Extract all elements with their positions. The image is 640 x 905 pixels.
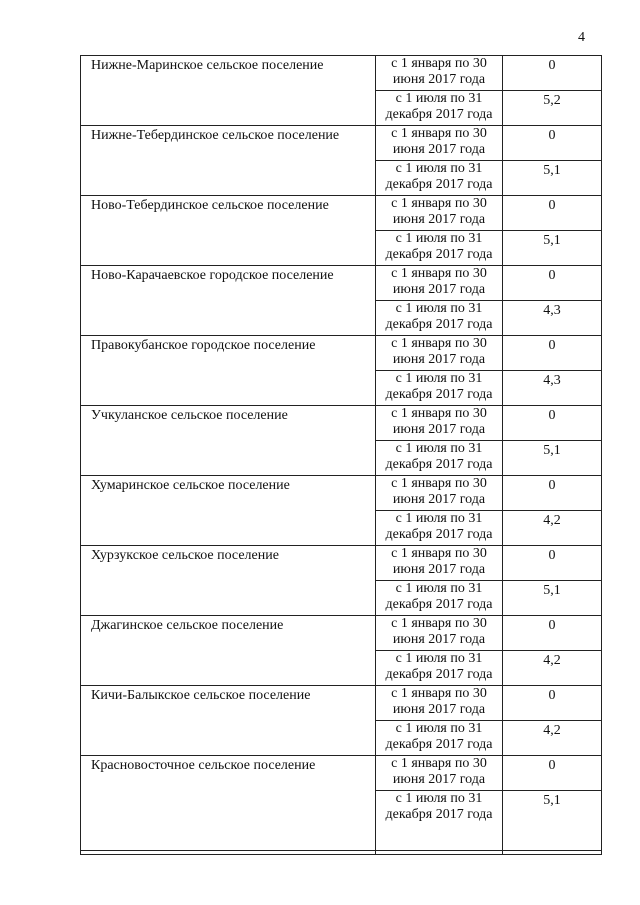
rate-value-second-half: 5,1: [503, 791, 602, 855]
page-bottom-rule: [80, 850, 601, 851]
period-first-half: с 1 января по 30 июня 2017 года: [376, 336, 503, 371]
settlement-name: Хумаринское сельское поселение: [81, 476, 376, 546]
rate-value-second-half: 5,2: [503, 91, 602, 126]
period-first-half: с 1 января по 30 июня 2017 года: [376, 266, 503, 301]
rate-value-first-half: 0: [503, 336, 602, 371]
rate-value-second-half: 4,2: [503, 721, 602, 756]
rate-value-first-half: 0: [503, 616, 602, 651]
period-first-half: с 1 января по 30 июня 2017 года: [376, 196, 503, 231]
period-second-half: с 1 июля по 31 декабря 2017 года: [376, 721, 503, 756]
settlement-name: Джагинское сельское поселение: [81, 616, 376, 686]
settlement-name: Нижне-Тебердинское сельское поселение: [81, 126, 376, 196]
period-first-half: с 1 января по 30 июня 2017 года: [376, 686, 503, 721]
table-row: [81, 196, 602, 231]
period-first-half: с 1 января по 30 июня 2017 года: [376, 126, 503, 161]
settlement-name: Кичи-Балыкское сельское поселение: [81, 686, 376, 756]
table-row: [81, 336, 602, 371]
rate-value-first-half: 0: [503, 686, 602, 721]
settlement-name: Учкуланское сельское поселение: [81, 406, 376, 476]
rate-value-second-half: 5,1: [503, 441, 602, 476]
rate-value-first-half: 0: [503, 266, 602, 301]
table-row: [81, 56, 602, 91]
period-second-half: с 1 июля по 31 декабря 2017 года: [376, 91, 503, 126]
period-second-half: с 1 июля по 31 декабря 2017 года: [376, 161, 503, 196]
table-row: [81, 546, 602, 581]
rate-value-first-half: 0: [503, 546, 602, 581]
rate-value-second-half: 4,3: [503, 371, 602, 406]
period-second-half: с 1 июля по 31 декабря 2017 года: [376, 651, 503, 686]
rate-value-first-half: 0: [503, 56, 602, 91]
period-second-half: с 1 июля по 31 декабря 2017 года: [376, 791, 503, 855]
page-number: 4: [578, 30, 585, 45]
rate-value-first-half: 0: [503, 406, 602, 441]
period-first-half: с 1 января по 30 июня 2017 года: [376, 406, 503, 441]
period-second-half: с 1 июля по 31 декабря 2017 года: [376, 231, 503, 266]
period-first-half: с 1 января по 30 июня 2017 года: [376, 56, 503, 91]
settlement-name: Хурзукское сельское поселение: [81, 546, 376, 616]
rate-value-second-half: 5,1: [503, 161, 602, 196]
settlement-name: Ново-Карачаевское городское поселение: [81, 266, 376, 336]
rate-value-second-half: 4,3: [503, 301, 602, 336]
settlement-name: Нижне-Маринское сельское поселение: [81, 56, 376, 126]
period-first-half: с 1 января по 30 июня 2017 года: [376, 756, 503, 791]
rate-value-first-half: 0: [503, 476, 602, 511]
period-second-half: с 1 июля по 31 декабря 2017 года: [376, 441, 503, 476]
rate-value-second-half: 4,2: [503, 651, 602, 686]
period-second-half: с 1 июля по 31 декабря 2017 года: [376, 371, 503, 406]
period-second-half: с 1 июля по 31 декабря 2017 года: [376, 511, 503, 546]
period-first-half: с 1 января по 30 июня 2017 года: [376, 546, 503, 581]
settlement-name: Правокубанское городское поселение: [81, 336, 376, 406]
period-first-half: с 1 января по 30 июня 2017 года: [376, 476, 503, 511]
period-second-half: с 1 июля по 31 декабря 2017 года: [376, 301, 503, 336]
rate-value-first-half: 0: [503, 196, 602, 231]
table-row: [81, 686, 602, 721]
period-second-half: с 1 июля по 31 декабря 2017 года: [376, 581, 503, 616]
table-row: [81, 126, 602, 161]
rate-value-first-half: 0: [503, 126, 602, 161]
rate-value-second-half: 5,1: [503, 231, 602, 266]
rate-value-second-half: 4,2: [503, 511, 602, 546]
rates-table: [80, 55, 602, 855]
table-row: [81, 756, 602, 791]
table-row: [81, 266, 602, 301]
rate-value-first-half: 0: [503, 756, 602, 791]
period-first-half: с 1 января по 30 июня 2017 года: [376, 616, 503, 651]
table-row: [81, 616, 602, 651]
rates-table-body: [81, 56, 602, 855]
settlement-name: Ново-Тебердинское сельское поселение: [81, 196, 376, 266]
rate-value-second-half: 5,1: [503, 581, 602, 616]
table-row: [81, 476, 602, 511]
settlement-name: Красновосточное сельское поселение: [81, 756, 376, 855]
table-row: [81, 406, 602, 441]
